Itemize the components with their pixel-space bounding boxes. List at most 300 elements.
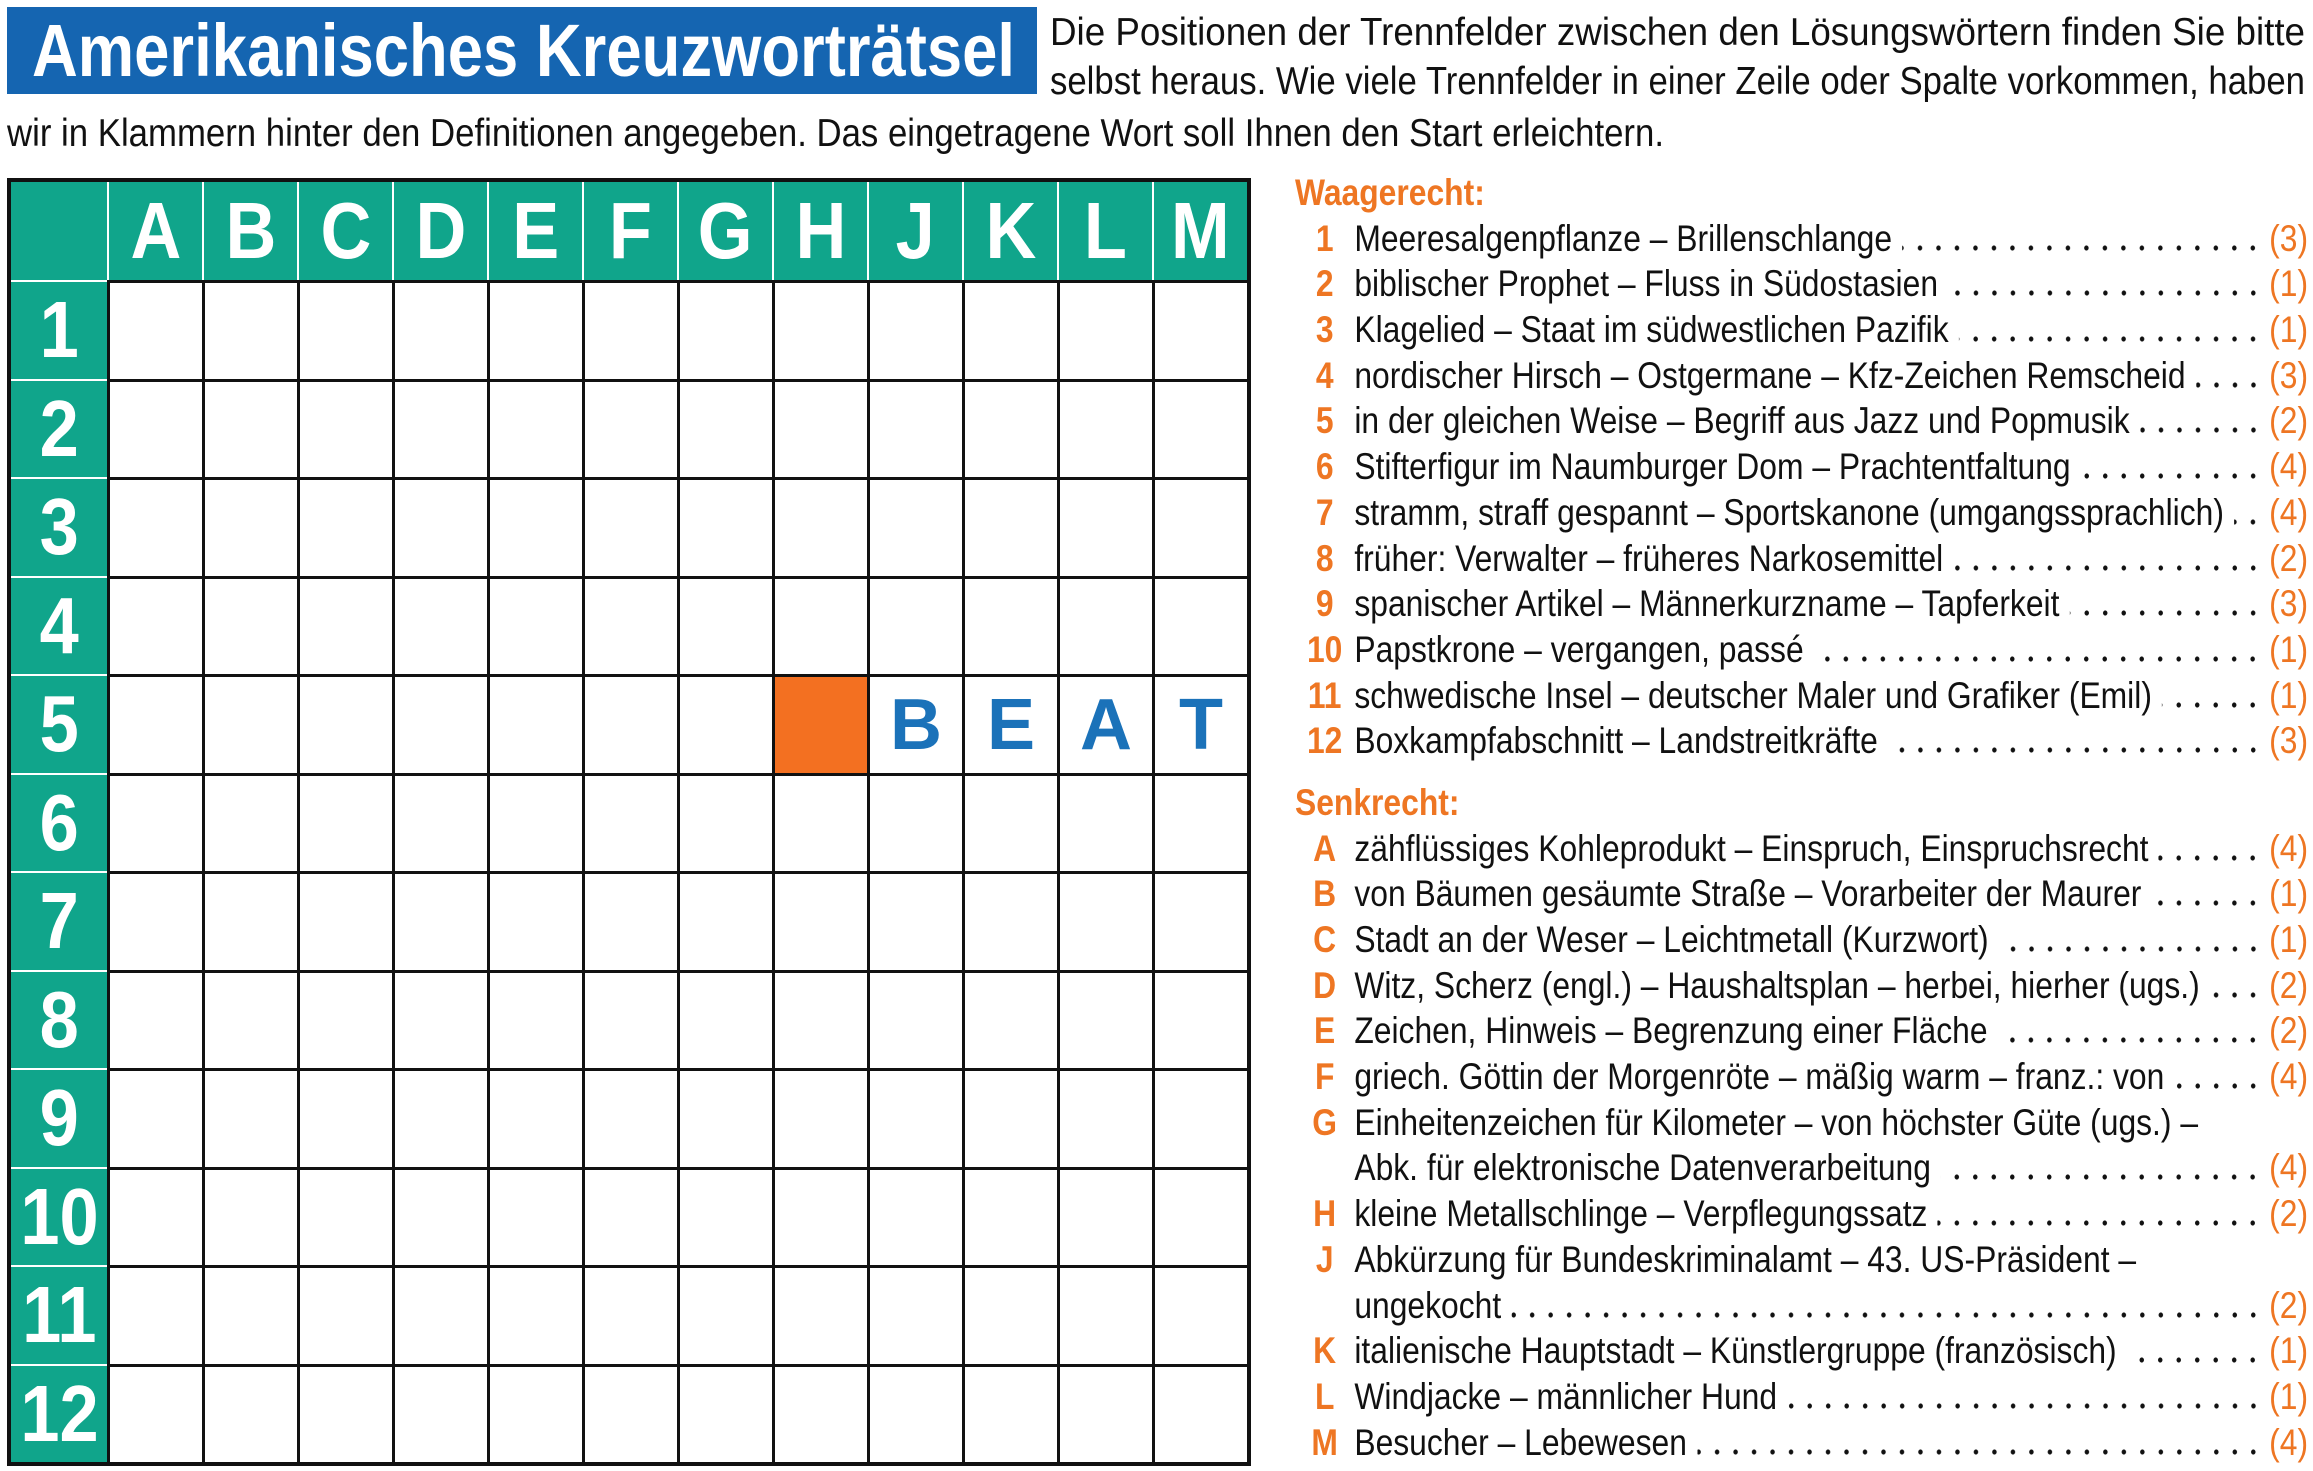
grid-cell-G5[interactable] xyxy=(677,674,772,773)
grid-cell-H6[interactable] xyxy=(772,773,867,872)
grid-cell-A7[interactable] xyxy=(107,871,202,970)
clue-text: Meeresalgenpflanze – Brillenschlange xyxy=(1354,217,1893,259)
grid-cell-G3[interactable] xyxy=(677,477,772,576)
grid-cell-L3[interactable] xyxy=(1057,477,1152,576)
column-label-L xyxy=(1057,182,1152,280)
down-clue-M xyxy=(1295,1420,2308,1466)
clue-text: früher: Verwalter – früheres Narkosemittel xyxy=(1354,537,1944,579)
clue-number: J xyxy=(1315,1238,1334,1280)
separator-count: (4) xyxy=(2269,491,2309,533)
grid-cell-J12[interactable] xyxy=(867,1364,962,1463)
grid-cell-G6[interactable] xyxy=(677,773,772,872)
clue-number: K xyxy=(1313,1330,1337,1372)
column-label-J xyxy=(867,182,962,280)
grid-cell-D7[interactable] xyxy=(392,871,487,970)
grid-cell-A4[interactable] xyxy=(107,576,202,675)
clue-text: Klagelied – Staat im südwestlichen Pazifik xyxy=(1354,309,1949,351)
grid-cell-C12[interactable] xyxy=(297,1364,392,1463)
down-clue-G xyxy=(1295,1100,2308,1146)
row-label-6 xyxy=(11,773,107,872)
grid-cell-G10[interactable] xyxy=(677,1167,772,1266)
separator-count: (1) xyxy=(2269,873,2309,915)
grid-cell-K9[interactable] xyxy=(962,1068,1057,1167)
row-label-4 xyxy=(11,576,107,675)
clue-text: Stifterfigur im Naumburger Dom – Prachtentfaltung xyxy=(1354,446,2071,488)
grid-cell-A6[interactable] xyxy=(107,773,202,872)
row-label-10 xyxy=(11,1167,107,1266)
column-label-M xyxy=(1152,182,1247,280)
grid-cell-F5[interactable] xyxy=(582,674,677,773)
clue-number: 11 xyxy=(1307,674,1342,716)
grid-cell-B5[interactable] xyxy=(202,674,297,773)
grid-cell-J1[interactable] xyxy=(867,280,962,379)
grid-cell-F1[interactable] xyxy=(582,280,677,379)
grid-cell-G7[interactable] xyxy=(677,871,772,970)
grid-cell-K3[interactable] xyxy=(962,477,1057,576)
page-title xyxy=(32,7,1015,94)
dot-leader xyxy=(1787,1403,2262,1409)
grid-cell-M9[interactable] xyxy=(1152,1068,1247,1167)
grid-cell-J9[interactable] xyxy=(867,1068,962,1167)
grid-cell-E2[interactable] xyxy=(487,379,582,478)
grid-cell-E8[interactable] xyxy=(487,970,582,1069)
separator-count: (1) xyxy=(2269,674,2309,716)
grid-cell-K1[interactable] xyxy=(962,280,1057,379)
grid-cell-J2[interactable] xyxy=(867,379,962,478)
separator-count: (4) xyxy=(2269,1056,2309,1098)
down-clue-L xyxy=(1295,1374,2308,1420)
dot-leader xyxy=(1938,1220,2263,1226)
grid-cell-M7[interactable] xyxy=(1152,871,1247,970)
grid-cell-C10[interactable] xyxy=(297,1167,392,1266)
dot-leader xyxy=(2152,900,2263,906)
grid-cell-K10[interactable] xyxy=(962,1167,1057,1266)
grid-cell-H8[interactable] xyxy=(772,970,867,1069)
grid-cell-F7[interactable] xyxy=(582,871,677,970)
separator-count: (3) xyxy=(2269,217,2309,259)
grid-cell-B12[interactable] xyxy=(202,1364,297,1463)
row-label-3 xyxy=(11,477,107,576)
grid-cell-B3[interactable] xyxy=(202,477,297,576)
dot-leader xyxy=(1999,946,2262,952)
clue-text: Abk. für elektronische Datenverarbeitung xyxy=(1354,1147,1931,1189)
column-label-text: M xyxy=(1171,186,1230,275)
grid-cell-A11[interactable] xyxy=(107,1265,202,1364)
row-label-11 xyxy=(11,1265,107,1364)
grid-cell-B2[interactable] xyxy=(202,379,297,478)
down-clue-J xyxy=(1295,1237,2308,1283)
across-heading: Waagerecht: xyxy=(1295,172,1485,213)
column-label-H xyxy=(772,182,867,280)
title-banner xyxy=(7,7,1037,94)
row-label-text: 1 xyxy=(39,285,79,375)
down-clue-B xyxy=(1295,871,2308,917)
grid-cell-A3[interactable] xyxy=(107,477,202,576)
grid-cell-A2[interactable] xyxy=(107,379,202,478)
clue-number: 8 xyxy=(1315,537,1334,579)
grid-cell-H7[interactable] xyxy=(772,871,867,970)
separator-count: (1) xyxy=(2269,1375,2309,1417)
dot-leader xyxy=(1814,656,2262,662)
grid-cell-L1[interactable] xyxy=(1057,280,1152,379)
grid-cell-K5[interactable] xyxy=(962,674,1057,773)
column-label-F xyxy=(582,182,677,280)
grid-cell-A8[interactable] xyxy=(107,970,202,1069)
down-clue-E xyxy=(1295,1008,2308,1054)
down-heading: Senkrecht: xyxy=(1295,781,1460,823)
clue-number: E xyxy=(1314,1010,1336,1052)
grid-cell-K6[interactable] xyxy=(962,773,1057,872)
dot-leader xyxy=(2159,855,2262,861)
across-clue-11 xyxy=(1295,673,2308,719)
grid-cell-A5[interactable] xyxy=(107,674,202,773)
dot-leader xyxy=(1512,1312,2263,1318)
across-clue-5 xyxy=(1295,398,2308,444)
clue-number: 3 xyxy=(1315,309,1334,351)
grid-cell-E5[interactable] xyxy=(487,674,582,773)
grid-cell-K4[interactable] xyxy=(962,576,1057,675)
clue-number: 7 xyxy=(1315,491,1334,533)
clue-number: 2 xyxy=(1315,263,1334,305)
grid-cell-M5[interactable] xyxy=(1152,674,1247,773)
column-label-text: C xyxy=(320,186,371,275)
intro-text: Die Positionen der Trennfelder zwischen den Lösungswörtern finden Sie bitte xyxy=(1050,11,2305,54)
separator-count: (1) xyxy=(2269,309,2309,351)
grid-cell-K7[interactable] xyxy=(962,871,1057,970)
grid-cell-A1[interactable] xyxy=(107,280,202,379)
grid-cell-H2[interactable] xyxy=(772,379,867,478)
clue-number: L xyxy=(1314,1375,1335,1417)
down-clue-G-continued xyxy=(1295,1145,2308,1191)
separator-count: (2) xyxy=(2269,1284,2309,1326)
separator-count: (4) xyxy=(2269,1421,2309,1463)
grid-cell-D1[interactable] xyxy=(392,280,487,379)
row-label-text: 8 xyxy=(39,974,79,1064)
grid-cell-E12[interactable] xyxy=(487,1364,582,1463)
crossword-grid xyxy=(7,178,1251,1466)
across-clue-6 xyxy=(1295,444,2308,490)
clue-text: biblischer Prophet – Fluss in Südostasien xyxy=(1354,263,1939,305)
dot-leader xyxy=(1902,245,2262,251)
grid-cell-E3[interactable] xyxy=(487,477,582,576)
column-label-A xyxy=(107,182,202,280)
grid-cell-J5[interactable] xyxy=(867,674,962,773)
grid-cell-J3[interactable] xyxy=(867,477,962,576)
dot-leader xyxy=(1697,1449,2262,1455)
separator-count: (1) xyxy=(2269,263,2309,305)
dot-leader xyxy=(2196,382,2262,388)
grid-cell-H3[interactable] xyxy=(772,477,867,576)
blocked-cell-H5 xyxy=(772,674,867,773)
clue-text: Einheitenzeichen für Kilometer – von höchster Güte (ugs.) – xyxy=(1354,1101,2199,1143)
grid-cell-M4[interactable] xyxy=(1152,576,1247,675)
clue-text: Abkürzung für Bundeskriminalamt – 43. US-Präsident – xyxy=(1354,1238,2137,1280)
clue-number: D xyxy=(1313,964,1337,1006)
clue-text: italienische Hauptstadt – Künstlergruppe (französisch) xyxy=(1354,1330,2117,1372)
grid-cell-D6[interactable] xyxy=(392,773,487,872)
prefilled-letter-L5: A xyxy=(1080,684,1132,765)
dot-leader xyxy=(2175,1083,2263,1089)
grid-cell-F6[interactable] xyxy=(582,773,677,872)
grid-cell-K12[interactable] xyxy=(962,1364,1057,1463)
column-label-text: F xyxy=(608,186,653,275)
clue-text: Windjacke – männlicher Hund xyxy=(1354,1375,1778,1417)
clue-text: nordischer Hirsch – Ostgermane – Kfz-Zeichen Remscheid xyxy=(1354,354,2186,396)
grid-cell-G8[interactable] xyxy=(677,970,772,1069)
column-label-text: B xyxy=(225,186,276,275)
grid-cell-K2[interactable] xyxy=(962,379,1057,478)
grid-cell-B10[interactable] xyxy=(202,1167,297,1266)
grid-cell-D2[interactable] xyxy=(392,379,487,478)
dot-leader xyxy=(1959,336,2262,342)
row-label-text: 10 xyxy=(19,1171,99,1261)
row-label-9 xyxy=(11,1068,107,1167)
separator-count: (4) xyxy=(2269,446,2309,488)
grid-cell-M11[interactable] xyxy=(1152,1265,1247,1364)
across-clue-7 xyxy=(1295,490,2308,536)
grid-cell-G11[interactable] xyxy=(677,1265,772,1364)
across-clue-9 xyxy=(1295,581,2308,627)
grid-cell-L5[interactable] xyxy=(1057,674,1152,773)
dot-leader xyxy=(2140,427,2262,433)
grid-cell-J6[interactable] xyxy=(867,773,962,872)
grid-cell-F9[interactable] xyxy=(582,1068,677,1167)
grid-cell-D3[interactable] xyxy=(392,477,487,576)
dot-leader xyxy=(2070,610,2263,616)
dot-leader xyxy=(2234,519,2262,525)
down-clue-A xyxy=(1295,826,2308,872)
grid-cell-L9[interactable] xyxy=(1057,1068,1152,1167)
row-label-text: 7 xyxy=(39,876,79,966)
separator-count: (1) xyxy=(2269,1330,2309,1372)
grid-cell-J10[interactable] xyxy=(867,1167,962,1266)
grid-cell-F12[interactable] xyxy=(582,1364,677,1463)
grid-cell-M12[interactable] xyxy=(1152,1364,1247,1463)
intro-text: selbst heraus. Wie viele Trennfelder in einer Zeile oder Spalte vorkommen, haben xyxy=(1050,60,2305,103)
grid-cell-H1[interactable] xyxy=(772,280,867,379)
grid-cell-F8[interactable] xyxy=(582,970,677,1069)
grid-cell-F11[interactable] xyxy=(582,1265,677,1364)
clue-list xyxy=(1295,170,2308,1465)
grid-cell-B4[interactable] xyxy=(202,576,297,675)
column-label-B xyxy=(202,182,297,280)
column-label-text: D xyxy=(415,186,466,275)
down-clue-K xyxy=(1295,1328,2308,1374)
grid-cell-E6[interactable] xyxy=(487,773,582,872)
grid-cell-A9[interactable] xyxy=(107,1068,202,1167)
grid-cell-B11[interactable] xyxy=(202,1265,297,1364)
clue-number: 6 xyxy=(1315,446,1334,488)
intro-text-line-3 xyxy=(7,109,1664,158)
clue-number: 12 xyxy=(1306,720,1343,762)
separator-count: (3) xyxy=(2269,720,2309,762)
down-clue-D xyxy=(1295,963,2308,1009)
grid-cell-M2[interactable] xyxy=(1152,379,1247,478)
separator-count: (1) xyxy=(2269,919,2309,960)
grid-cell-H4[interactable] xyxy=(772,576,867,675)
down-clue-C xyxy=(1295,917,2308,963)
grid-cell-B1[interactable] xyxy=(202,280,297,379)
grid-cell-L4[interactable] xyxy=(1057,576,1152,675)
clue-text: schwedische Insel – deutscher Maler und Grafiker (Emil) xyxy=(1354,674,2152,716)
grid-cell-B6[interactable] xyxy=(202,773,297,872)
clue-number: A xyxy=(1313,827,1337,869)
grid-cell-C4[interactable] xyxy=(297,576,392,675)
clue-number: 1 xyxy=(1315,217,1334,259)
grid-cell-H9[interactable] xyxy=(772,1068,867,1167)
column-label-text: K xyxy=(985,186,1036,275)
column-label-C xyxy=(297,182,392,280)
column-label-text: G xyxy=(698,186,753,275)
across-clue-8 xyxy=(1295,536,2308,582)
row-label-1 xyxy=(11,280,107,379)
grid-cell-K11[interactable] xyxy=(962,1265,1057,1364)
separator-count: (2) xyxy=(2269,1010,2309,1052)
grid-cell-D11[interactable] xyxy=(392,1265,487,1364)
grid-cell-B9[interactable] xyxy=(202,1068,297,1167)
across-clue-3 xyxy=(1295,307,2308,353)
clue-number: 4 xyxy=(1315,354,1334,396)
grid-cell-D9[interactable] xyxy=(392,1068,487,1167)
grid-cell-C6[interactable] xyxy=(297,773,392,872)
grid-cell-J11[interactable] xyxy=(867,1265,962,1364)
grid-cell-L11[interactable] xyxy=(1057,1265,1152,1364)
clue-text: Besucher – Lebewesen xyxy=(1354,1421,1687,1463)
row-label-text: 3 xyxy=(39,482,79,572)
grid-cell-J8[interactable] xyxy=(867,970,962,1069)
clue-number: 10 xyxy=(1306,628,1343,670)
grid-cell-D10[interactable] xyxy=(392,1167,487,1266)
grid-cell-M8[interactable] xyxy=(1152,970,1247,1069)
down-clue-F xyxy=(1295,1054,2308,1100)
row-label-text: 12 xyxy=(19,1368,99,1458)
clue-text: griech. Göttin der Morgenröte – mäßig warm – franz.: von xyxy=(1354,1056,2165,1098)
prefilled-letter-M5: T xyxy=(1179,684,1223,765)
dot-leader xyxy=(1888,747,2262,753)
clue-text: von Bäumen gesäumte Straße – Vorarbeiter der Maurer xyxy=(1354,873,2142,915)
grid-cell-M3[interactable] xyxy=(1152,477,1247,576)
grid-cell-L2[interactable] xyxy=(1057,379,1152,478)
grid-cell-G4[interactable] xyxy=(677,576,772,675)
grid-cell-M1[interactable] xyxy=(1152,280,1247,379)
dot-leader xyxy=(1948,290,2262,296)
grid-cell-H10[interactable] xyxy=(772,1167,867,1266)
grid-cell-C11[interactable] xyxy=(297,1265,392,1364)
grid-cell-H11[interactable] xyxy=(772,1265,867,1364)
grid-cell-B8[interactable] xyxy=(202,970,297,1069)
separator-count: (2) xyxy=(2269,400,2309,442)
row-label-8 xyxy=(11,970,107,1069)
clue-text: Zeichen, Hinweis – Begrenzung einer Fläche xyxy=(1354,1010,1988,1052)
across-clue-1 xyxy=(1295,216,2308,262)
row-label-7 xyxy=(11,871,107,970)
down-clue-H xyxy=(1295,1191,2308,1237)
separator-count: (3) xyxy=(2269,354,2309,396)
row-label-text: 2 xyxy=(39,383,79,473)
clue-text: Stadt an der Weser – Leichtmetall (Kurzwort) xyxy=(1354,919,1989,960)
grid-cell-D5[interactable] xyxy=(392,674,487,773)
separator-count: (4) xyxy=(2269,1147,2309,1189)
clue-number: M xyxy=(1311,1421,1338,1463)
grid-cell-G9[interactable] xyxy=(677,1068,772,1167)
grid-cell-F3[interactable] xyxy=(582,477,677,576)
grid-cell-J4[interactable] xyxy=(867,576,962,675)
grid-cell-E7[interactable] xyxy=(487,871,582,970)
across-clue-10 xyxy=(1295,627,2308,673)
prefilled-letter-J5: B xyxy=(890,684,942,765)
column-label-text: A xyxy=(130,186,181,275)
across-clue-2 xyxy=(1295,261,2308,307)
page-title-text: Amerikanisches Kreuzworträtsel xyxy=(32,9,1015,92)
grid-cell-C3[interactable] xyxy=(297,477,392,576)
grid-cell-F2[interactable] xyxy=(582,379,677,478)
grid-cell-C2[interactable] xyxy=(297,379,392,478)
grid-cell-A12[interactable] xyxy=(107,1364,202,1463)
separator-count: (2) xyxy=(2269,964,2309,1006)
grid-cell-E1[interactable] xyxy=(487,280,582,379)
across-clue-4 xyxy=(1295,353,2308,399)
separator-count: (2) xyxy=(2269,537,2309,579)
grid-cell-M10[interactable] xyxy=(1152,1167,1247,1266)
grid-cell-A10[interactable] xyxy=(107,1167,202,1266)
grid-cell-F10[interactable] xyxy=(582,1167,677,1266)
grid-cell-E10[interactable] xyxy=(487,1167,582,1266)
dot-leader xyxy=(2127,1357,2262,1363)
grid-cell-B7[interactable] xyxy=(202,871,297,970)
grid-cell-L8[interactable] xyxy=(1057,970,1152,1069)
grid-cell-F4[interactable] xyxy=(582,576,677,675)
grid-cell-E11[interactable] xyxy=(487,1265,582,1364)
grid-cell-G1[interactable] xyxy=(677,280,772,379)
prefilled-letter-K5: E xyxy=(986,684,1036,765)
grid-cell-M6[interactable] xyxy=(1152,773,1247,872)
separator-count: (4) xyxy=(2269,827,2309,869)
grid-cell-L12[interactable] xyxy=(1057,1364,1152,1463)
grid-cell-D8[interactable] xyxy=(392,970,487,1069)
row-label-text: 6 xyxy=(39,777,79,867)
grid-cell-C8[interactable] xyxy=(297,970,392,1069)
column-label-text: H xyxy=(795,186,846,275)
column-label-K xyxy=(962,182,1057,280)
grid-cell-H12[interactable] xyxy=(772,1364,867,1463)
grid-cell-L6[interactable] xyxy=(1057,773,1152,872)
grid-cell-C5[interactable] xyxy=(297,674,392,773)
grid-cell-D4[interactable] xyxy=(392,576,487,675)
grid-cell-C7[interactable] xyxy=(297,871,392,970)
grid-cell-K8[interactable] xyxy=(962,970,1057,1069)
clue-text: ungekocht xyxy=(1354,1284,1502,1326)
clue-text: Witz, Scherz (engl.) – Haushaltsplan – herbei, hierher (ugs.) xyxy=(1354,964,2200,1006)
column-label-G xyxy=(677,182,772,280)
dot-leader xyxy=(2162,702,2262,708)
row-label-text: 4 xyxy=(39,580,79,670)
clue-number: F xyxy=(1314,1056,1335,1098)
grid-cell-G2[interactable] xyxy=(677,379,772,478)
grid-cell-C9[interactable] xyxy=(297,1068,392,1167)
grid-cell-E9[interactable] xyxy=(487,1068,582,1167)
grid-cell-D12[interactable] xyxy=(392,1364,487,1463)
grid-cell-E4[interactable] xyxy=(487,576,582,675)
row-label-12 xyxy=(11,1364,107,1463)
intro-text: wir in Klammern hinter den Definitionen angegeben. Das eingetragene Wort soll Ihnen den Start erleichtern. xyxy=(7,112,1664,155)
grid-cell-L7[interactable] xyxy=(1057,871,1152,970)
row-label-text: 5 xyxy=(39,679,79,769)
clue-text: kleine Metallschlinge – Verpflegungssatz xyxy=(1354,1193,1928,1235)
grid-cell-G12[interactable] xyxy=(677,1364,772,1463)
grid-cell-J7[interactable] xyxy=(867,871,962,970)
grid-cell-L10[interactable] xyxy=(1057,1167,1152,1266)
grid-cell-C1[interactable] xyxy=(297,280,392,379)
